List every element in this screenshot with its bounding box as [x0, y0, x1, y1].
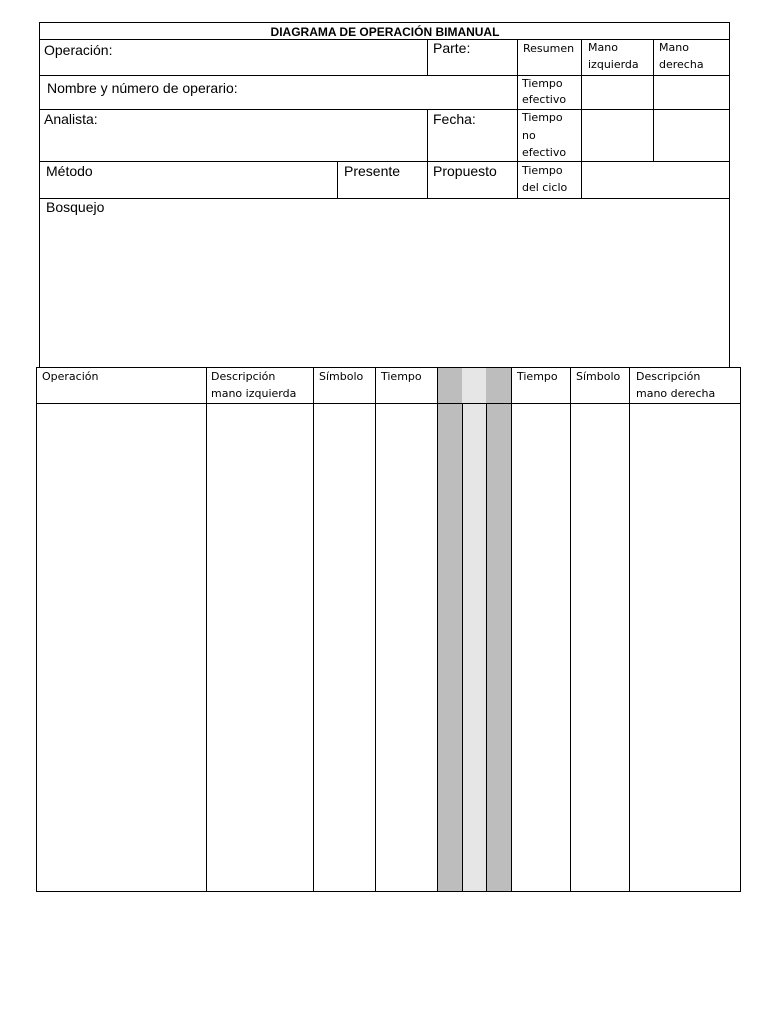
col-tiempo-der-header: Tiempo	[517, 370, 558, 383]
tiempo-ciclo-label-1: Tiempo	[522, 164, 563, 177]
resumen-label: Resumen	[523, 42, 575, 55]
col-desc-izq-header-1: Descripción	[211, 370, 276, 383]
mano-derecha-label-2: derecha	[659, 58, 704, 71]
col-desc-izq-header-2: mano izquierda	[211, 387, 297, 400]
analista-label: Analista:	[44, 111, 98, 127]
metodo-label: Método	[46, 163, 93, 179]
mano-derecha-label-1: Mano	[659, 41, 689, 54]
tiempo-no-efectivo-label-3: efectivo	[522, 146, 567, 159]
tiempo-efectivo-label-1: Tiempo	[522, 77, 563, 90]
form-title: DIAGRAMA DE OPERACIÓN BIMANUAL	[270, 25, 500, 39]
bosquejo-label: Bosquejo	[46, 199, 105, 215]
col-operacion-header: Operación	[42, 370, 99, 383]
col-tiempo-izq-header: Tiempo	[381, 370, 422, 383]
tiempo-efectivo-label-2: efectivo	[522, 93, 567, 106]
propuesto-label: Propuesto	[433, 163, 497, 179]
col-desc-der-header-2: mano derecha	[636, 387, 716, 400]
tiempo-no-efectivo-label-2: no	[522, 129, 536, 142]
col-simbolo-izq-header: Símbolo	[319, 370, 364, 383]
col-simbolo-der-header: Símbolo	[576, 370, 621, 383]
tiempo-no-efectivo-label-1: Tiempo	[522, 111, 563, 124]
mano-izquierda-label-2: izquierda	[588, 58, 639, 71]
tiempo-ciclo-label-2: del ciclo	[522, 181, 568, 194]
parte-label: Parte:	[433, 40, 471, 56]
col-desc-der-header-1: Descripción	[636, 370, 701, 383]
fecha-label: Fecha:	[433, 111, 476, 127]
operario-label: Nombre y número de operario:	[47, 80, 238, 96]
mano-izquierda-label-1: Mano	[588, 41, 618, 54]
presente-label: Presente	[344, 163, 401, 179]
operacion-label: Operación:	[44, 42, 113, 58]
